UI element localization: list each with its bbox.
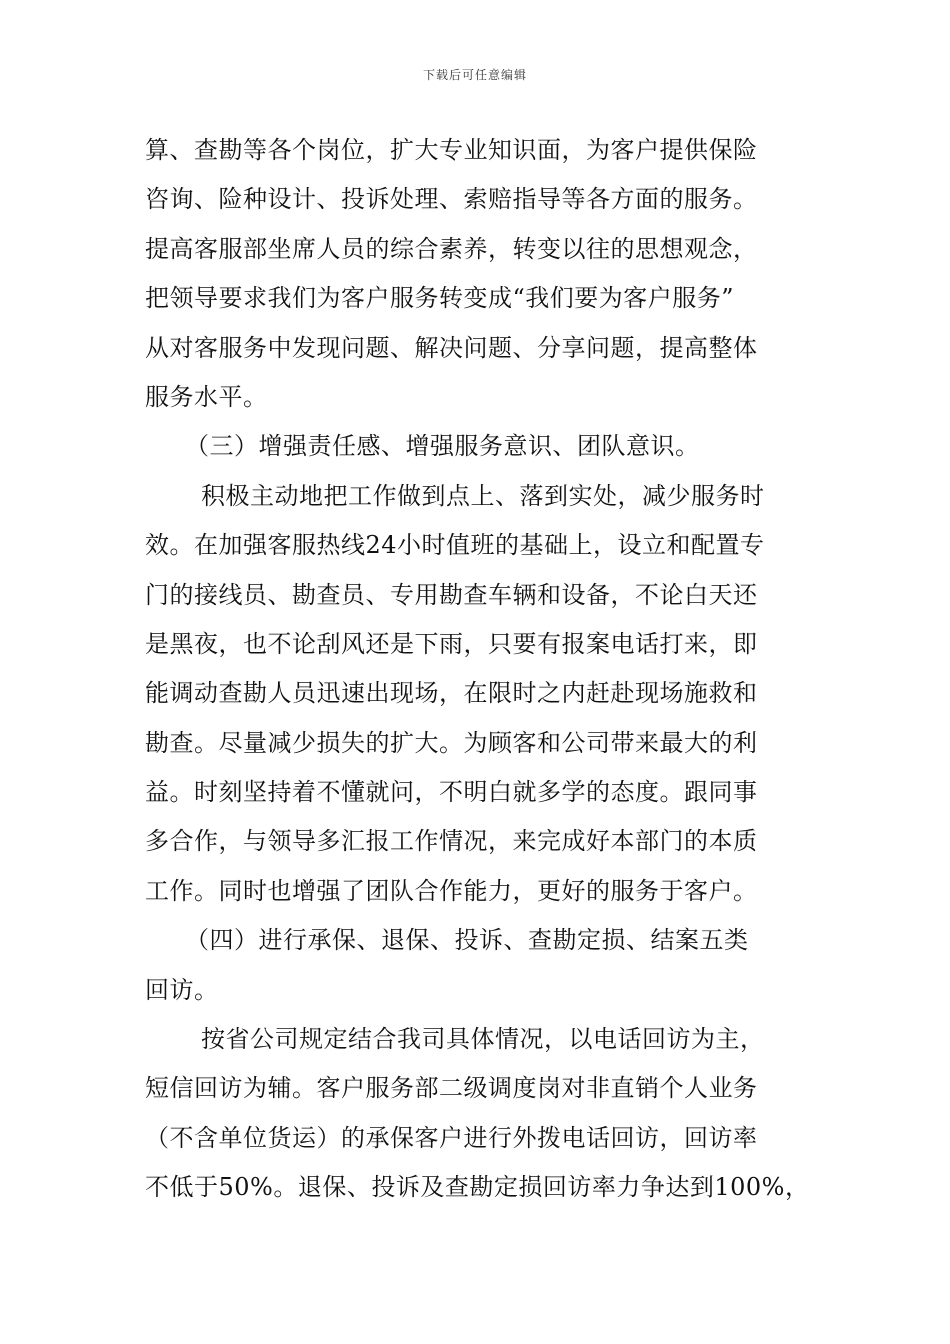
text-line: 按省公司规定结合我司具体情况，以电话回访为主， xyxy=(201,1025,765,1054)
text-line: 咨询、险种设计、投诉处理、索赔指导等各方面的服务。 xyxy=(145,185,758,214)
text-line: 能调动查勘人员迅速出现场，在限时之内赶赴现场施救和 xyxy=(145,679,758,708)
section-heading: （三）增强责任感、增强服务意识、团队意识。 xyxy=(185,432,700,461)
text-line: 短信回访为辅。客户服务部二级调度岗对非直销个人业务 xyxy=(145,1074,758,1103)
text-line: 服务水平。 xyxy=(145,382,268,411)
text-line: 不低于50%。退保、投诉及查勘定损回访率力争达到100%， xyxy=(145,1173,810,1202)
section-heading: （四）进行承保、退保、投诉、查勘定损、结案五类 xyxy=(185,926,749,955)
page-header: 下载后可任意编辑 xyxy=(422,68,527,82)
text-line: 积极主动地把工作做到点上、落到实处，减少服务时 xyxy=(201,481,765,510)
text-line: 是黑夜，也不论刮风还是下雨，只要有报案电话打来，即 xyxy=(145,629,758,658)
text-line: 益。时刻坚持着不懂就问，不明白就多学的态度。跟同事 xyxy=(145,778,758,807)
text-line: 勘查。尽量减少损失的扩大。为顾客和公司带来最大的利 xyxy=(145,728,758,757)
text-line: 把领导要求我们为客户服务转变成“我们要为客户服务” xyxy=(145,284,735,313)
text-line: 工作。同时也增强了团队合作能力，更好的服务于客户。 xyxy=(145,876,758,905)
text-line: 多合作，与领导多汇报工作情况，来完成好本部门的本质 xyxy=(145,827,758,856)
text-line: 回访。 xyxy=(145,975,219,1004)
text-line: （不含单位货运）的承保客户进行外拨电话回访，回访率 xyxy=(145,1123,758,1152)
text-line: 提高客服部坐席人员的综合素养，转变以往的思想观念， xyxy=(145,234,758,263)
text-line: 效。在加强客服热线24小时值班的基础上，设立和配置专 xyxy=(145,531,765,560)
text-line: 门的接线员、勘查员、专用勘查车辆和设备，不论白天还 xyxy=(145,580,758,609)
text-line: 算、查勘等各个岗位，扩大专业知识面，为客户提供保险 xyxy=(145,136,758,164)
document-body xyxy=(145,126,810,1213)
text-line: 从对客服务中发现问题、解决问题、分享问题，提高整体 xyxy=(145,333,758,362)
